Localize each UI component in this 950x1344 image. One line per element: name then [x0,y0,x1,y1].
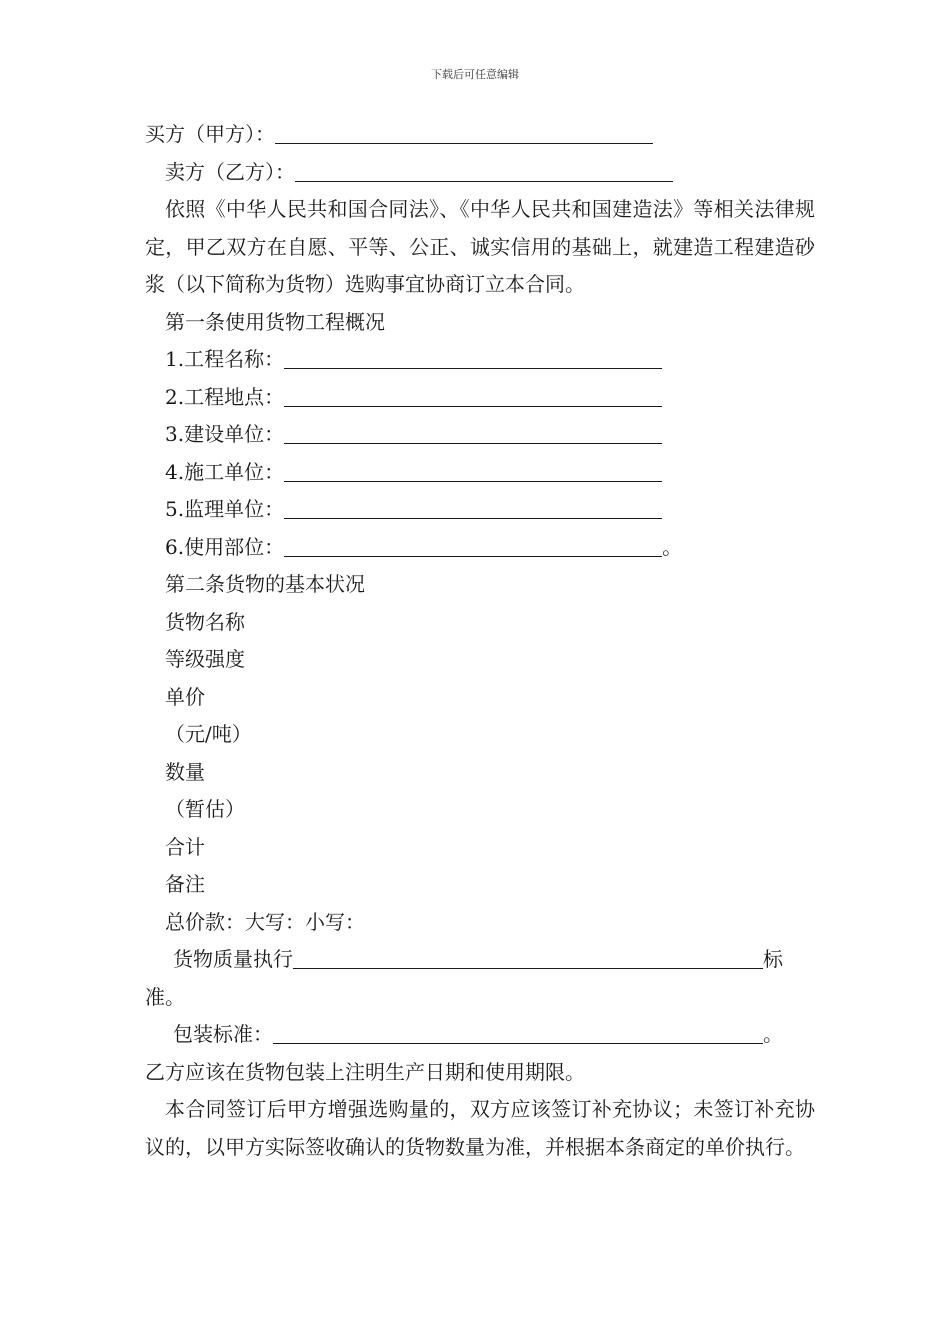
quality-suffix-1: 标 [763,947,783,971]
seller-label: 卖方（乙方）： [165,159,295,184]
article2-title: 第二条货物的基本状况 [165,572,365,596]
article1-title: 第一条使用货物工程概况 [165,309,385,334]
seller-blank[interactable] [295,159,673,182]
goods-field-quantity: 数量 [165,759,205,784]
contract-body [145,116,815,1166]
supplement-paragraph: 本合同签订后甲方增强选购量的，双方应该签订补充协议；未签订补充协议的，以甲方实际签收确认的货物数量为准，并根据本条商定的单价执行。 [145,1097,815,1159]
project-name-blank[interactable] [284,346,662,369]
packaging-note: 乙方应该在货物包装上注明生产日期和使用期限。 [145,1059,585,1084]
usage-part-label: 6.使用部位： [165,534,285,559]
goods-field-total: 合计 [165,834,205,859]
header-note: 下载后可任意编辑 [431,68,519,81]
goods-field-unit-price: 单价 [165,684,205,709]
project-name-label: 1.工程名称： [165,347,285,371]
quality-label: 货物质量执行 [173,947,293,971]
supervision-unit-label: 5.监理单位： [165,497,285,521]
quality-line [145,941,815,979]
goods-field-grade: 等级强度 [165,647,245,671]
construction-unit-blank[interactable] [284,421,662,444]
buyer-blank[interactable] [275,121,653,144]
construction-unit-line [145,416,815,454]
usage-part-suffix: 。 [662,534,683,559]
seller-line [145,154,815,192]
supervision-unit-line [145,491,815,529]
total-price-line: 总价款：大写：小写： [165,909,365,934]
intro-paragraph: 依照《中华人民共和国合同法》、《中华人民共和国建造法》等相关法律规定，甲乙双方在自愿、平等、公正、诚实信用的基础上，就建造工程建造砂浆（以下简称为货物）选购事宜协商订立本合同。 [145,197,815,296]
builder-unit-blank[interactable] [284,459,662,482]
goods-field-quantity-note: （暂估） [165,797,245,821]
project-name-line [145,341,815,379]
goods-field-name: 货物名称 [165,609,245,634]
goods-field-remarks: 备注 [165,872,205,896]
packaging-blank[interactable] [273,1021,763,1044]
construction-unit-label: 3.建设单位： [165,422,285,446]
quality-line-end: 准。 [145,984,185,1009]
project-location-label: 2.工程地点： [165,384,285,409]
packaging-label: 包装标准： [173,1022,273,1046]
builder-unit-label: 4.施工单位： [165,459,285,484]
goods-field-unit-price-unit: （元/吨） [165,722,252,746]
builder-unit-line [145,454,815,492]
buyer-line [145,116,815,154]
project-location-blank[interactable] [284,384,662,407]
packaging-suffix: 。 [763,1022,783,1046]
usage-part-line [145,529,815,567]
buyer-label: 买方（甲方）： [145,122,275,146]
quality-blank[interactable] [293,946,763,969]
supervision-unit-blank[interactable] [284,496,662,519]
project-location-line [145,379,815,417]
usage-part-blank[interactable] [284,534,662,557]
packaging-line [145,1016,815,1054]
